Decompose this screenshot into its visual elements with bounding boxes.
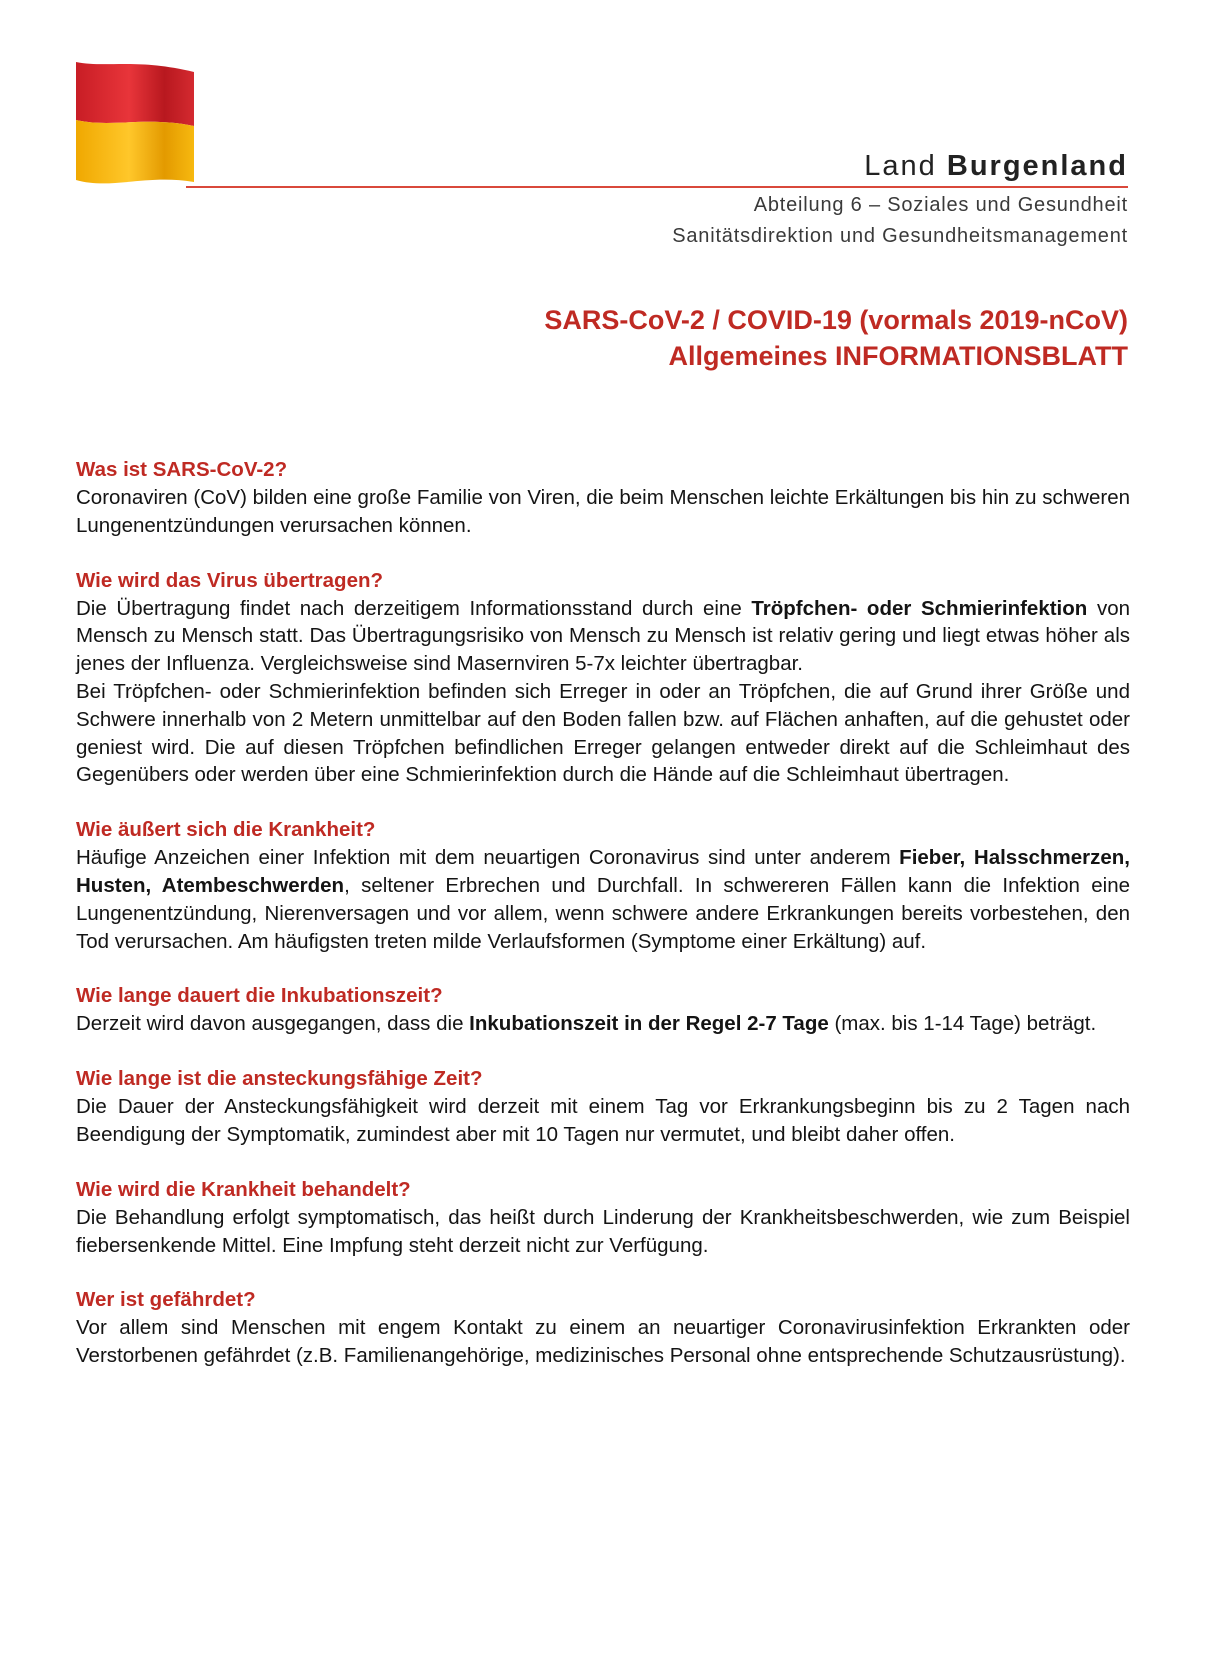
department-line: Abteilung 6 – Soziales und Gesundheit <box>753 194 1128 216</box>
section-heading: Wer ist gefährdet? <box>76 1288 256 1312</box>
section-heading: Wie lange ist die ansteckungsfähige Zeit? <box>76 1067 483 1091</box>
section-paragraph <box>76 678 1130 789</box>
header-divider <box>186 186 1128 188</box>
section-paragraph <box>76 1010 1130 1038</box>
section <box>76 982 1130 1038</box>
section-paragraph <box>76 595 1130 678</box>
section <box>76 567 1130 790</box>
land-prefix: Land <box>864 150 937 182</box>
text-run: von Mensch zu Mensch statt. Das Übertragungsrisiko von Mensch zu Mensch ist relativ gering und liegt etwas höher als jenes der Influenza. Vergleichsweise sind Masernviren 5-7x leichter übertragbar. <box>76 596 1131 676</box>
document-title <box>544 302 1128 374</box>
bold-text: Tröpfchen- oder Schmierinfektion <box>751 596 1088 620</box>
land-name: Burgenland <box>946 150 1128 182</box>
section-paragraph <box>76 484 1130 540</box>
text-run: Häufige Anzeichen einer Infektion mit dem neuartigen Coronavirus sind unter anderem <box>76 846 900 870</box>
section-paragraph <box>76 1314 1130 1370</box>
text-run: (max. bis 1-14 Tage) beträgt. <box>828 1012 1097 1036</box>
section <box>76 816 1130 955</box>
section-heading: Wie lange dauert die Inkubationszeit? <box>76 984 443 1008</box>
section <box>76 456 1130 540</box>
text-run: Bei Tröpfchen- oder Schmierinfektion befinden sich Erreger in oder an Tröpfchen, die auf Grund ihrer Größe und Schwere innerhalb von 2 Metern unmittelbar auf den Boden fallen bzw. auf Flächen anhaften, auf die gehustet oder geniest wird. Die auf diesen Tröpfchen befindlichen Erreger gelangen entweder direkt auf die Schleimhaut des Gegenübers oder werden über eine Schmierinfektion durch die Hände auf die Schleimhaut übertragen. <box>76 679 1130 787</box>
section <box>76 1286 1130 1370</box>
text-run: Vor allem sind Menschen mit engem Kontakt zu einem an neuartiger Coronavirusinfektion Erkrankten oder Verstorbenen gefährdet (z.B. Familienangehörige, medizinisches Personal ohne entsprechende Schutzausrüstung). <box>76 1316 1130 1368</box>
text-run: Die Behandlung erfolgt symptomatisch, das heißt durch Linderung der Krankheitsbeschwerden, wie zum Beispiel fiebersenkende Mittel. Eine Impfung steht derzeit nicht zur Verfügung. <box>76 1205 1130 1257</box>
section-heading: Wie wird die Krankheit behandelt? <box>76 1177 411 1201</box>
section-heading: Wie wird das Virus übertragen? <box>76 568 384 592</box>
subdepartment-line: Sanitätsdirektion und Gesundheitsmanagement <box>672 225 1128 247</box>
bold-text: Fieber, Halsschmerzen, Husten, Atembeschwerden <box>76 846 1130 897</box>
text-run: Die Übertragung findet nach derzeitigem Informationsstand durch eine <box>76 596 752 620</box>
title-line-1: SARS-CoV-2 / COVID-19 (vormals 2019-nCoV) <box>544 305 1128 335</box>
section-heading: Was ist SARS-CoV-2? <box>76 458 288 481</box>
section-paragraph <box>76 1204 1130 1260</box>
document-body <box>76 456 1130 1397</box>
land-logo-text <box>864 150 1128 183</box>
section-paragraph <box>76 844 1130 955</box>
text-run: , seltener Erbrechen und Durchfall. In schwereren Fällen kann die Infektion eine Lungenentzündung, Nierenversagen und vor allem, wenn schwere andere Erkrankungen bereits vorbestehen, den Tod verursachen. Am häufigsten treten milde Verlaufsformen (Symptome einer Erkältung) auf. <box>76 873 1131 953</box>
section-paragraph <box>76 1093 1130 1149</box>
section <box>76 1065 1130 1149</box>
section <box>76 1176 1130 1260</box>
title-line-2: Allgemeines INFORMATIONSBLATT <box>668 341 1128 371</box>
text-run: Coronaviren (CoV) bilden eine große Familie von Viren, die beim Menschen leichte Erkältungen bis hin zu schweren Lungenentzündungen verursachen können. <box>76 486 1130 537</box>
burgenland-flag-icon <box>76 62 194 188</box>
text-run: Derzeit wird davon ausgegangen, dass die <box>76 1012 470 1036</box>
text-run: Die Dauer der Ansteckungsfähigkeit wird derzeit mit einem Tag vor Erkrankungsbeginn bis zu 2 Tagen nach Beendigung der Symptomatik, zumindest aber mit 10 Tagen nur vermutet, und bleibt daher offen. <box>76 1095 1130 1146</box>
bold-text: Inkubationszeit in der Regel 2-7 Tage <box>469 1012 829 1036</box>
section-heading: Wie äußert sich die Krankheit? <box>76 818 376 842</box>
